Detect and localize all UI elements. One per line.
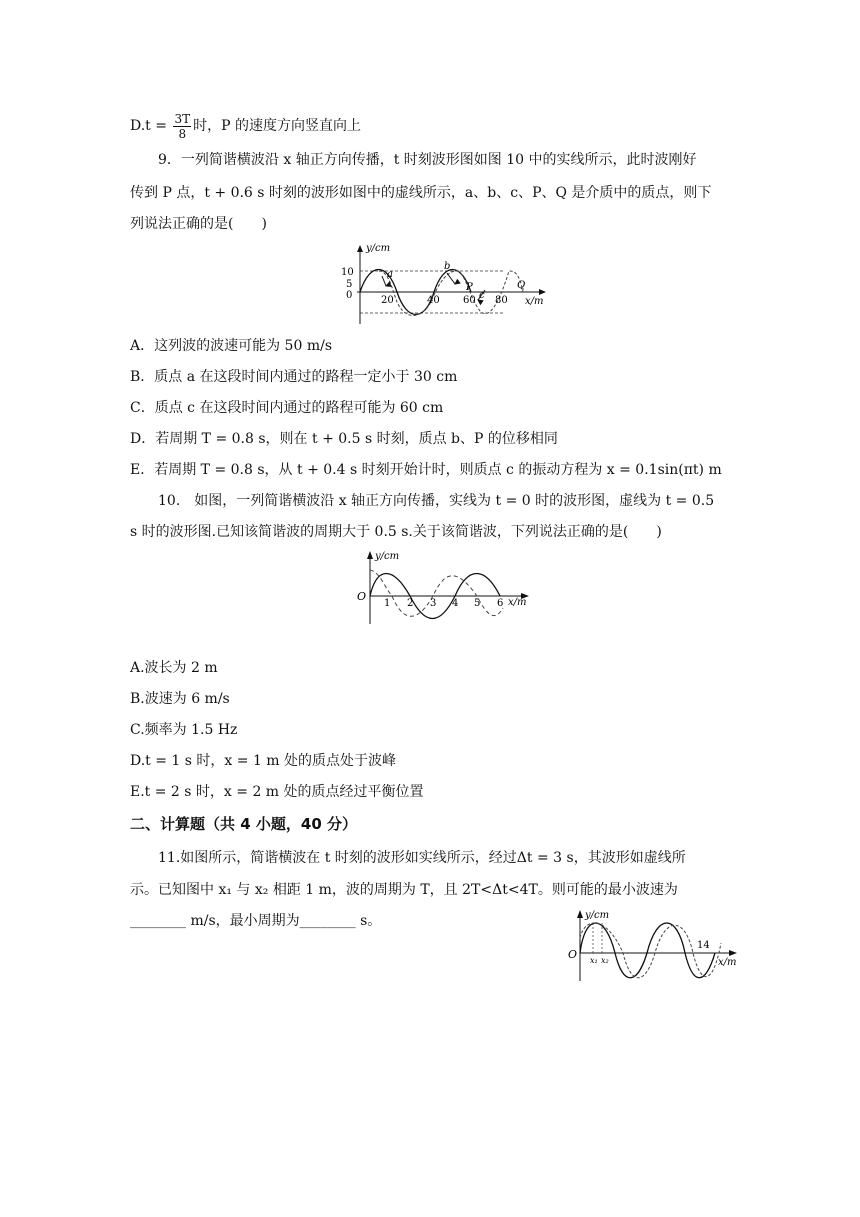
x-axis-arrow-icon: [539, 289, 546, 295]
q9-option-b: B．质点 a 在这段时间内通过的路程一定小于 30 cm: [130, 369, 458, 385]
x-tick-6: 6: [497, 598, 504, 609]
q9-option-e: E．若周期 T = 0.8 s，从 t + 0.4 s 时刻开始计时，则质点 c 的振动方程为 x = 0.1sin(πt) m: [130, 462, 722, 478]
y-tick-0: 0: [346, 290, 353, 301]
q9-option-a: A．这列波的波速可能为 50 m/s: [130, 338, 333, 354]
y-axis-label: y/cm: [585, 910, 610, 921]
tick-14: 14: [697, 940, 710, 951]
q9-option-d: D．若周期 T = 0.8 s，则在 t + 0.5 s 时刻，质点 b、P 的位移相同: [130, 431, 558, 447]
y-tick-5: 5: [346, 279, 353, 290]
q10-option-c: C.频率为 1.5 Hz: [130, 722, 238, 738]
y-axis-label: y/cm: [366, 243, 391, 254]
x-axis-label: x/m: [525, 296, 544, 307]
solid-wave: [580, 923, 715, 978]
q9-stem-line2: 传到 P 点，t + 0.6 s 时刻的波形如图中的虚线所示，a、b、c、P、Q 是介质中的质点，则下: [130, 185, 712, 201]
x-tick-80: 80: [495, 295, 508, 306]
q10-option-e: E.t = 2 s 时，x = 2 m 处的质点经过平衡位置: [130, 784, 424, 800]
q9-stem-line1: 9．一列简谐横波沿 x 轴正方向传播，t 时刻波形图如图 10 中的实线所示，此时波刚好: [158, 152, 697, 168]
x-tick-2: 2: [407, 598, 414, 609]
x-tick-60: 60: [463, 295, 476, 306]
x-tick-20: 20: [381, 295, 394, 306]
q8-option-d: D.t = $\frac{3T}{8}$ 时，P 的速度方向竖直向上: [130, 111, 361, 141]
q11-wave-figure: [565, 908, 745, 983]
origin-label: O: [357, 590, 367, 603]
dashed-wave: [370, 570, 503, 616]
q11-stem-line3: ________ m/s，最小周期为________ s。: [130, 913, 382, 929]
point-c-label: c: [479, 290, 485, 301]
y-axis-label: y/cm: [375, 551, 400, 562]
q9-option-c: C．质点 c 在这段时间内通过的路程可能为 60 cm: [130, 400, 444, 416]
x-axis-arrow-icon: [729, 950, 737, 956]
x-axis-label: x/m: [718, 957, 737, 968]
x-axis-label: x/m: [508, 597, 527, 608]
x-tick-40: 40: [427, 295, 440, 306]
q9-stem-line3: 列说法正确的是( ): [130, 216, 267, 232]
q11-stem-line2: 示。已知图中 x₁ 与 x₂ 相距 1 m，波的周期为 T，且 2T<Δt<4T。则可能的最小波速为: [130, 882, 678, 898]
point-b-label: b: [444, 261, 451, 272]
point-a-label: a: [387, 269, 393, 280]
origin-label: O: [568, 948, 578, 961]
point-p-label: P: [466, 282, 473, 293]
fraction: $\frac{3T}{8}$: [174, 111, 191, 141]
x2-label: x₂: [601, 956, 609, 965]
x-tick-4: 4: [452, 598, 459, 609]
q11-stem-line1: 11.如图所示，简谐横波在 t 时刻的波形如实线所示，经过Δt = 3 s，其波形如虚线所: [158, 850, 686, 866]
x-tick-5: 5: [474, 598, 481, 609]
y-axis-arrow-icon: [367, 551, 373, 559]
point-q-label: Q: [517, 280, 526, 291]
q10-stem-line1: 10. 如图，一列简谐横波沿 x 轴正方向传播，实线为 t = 0 时的波形图，虚线为 t = 0.5: [158, 493, 715, 509]
q10-option-a: A.波长为 2 m: [130, 660, 218, 676]
q10-wave-figure: [355, 548, 535, 626]
x-tick-1: 1: [384, 598, 391, 609]
section-heading: 二、计算题（共 4 小题，40 分）: [130, 815, 357, 833]
x1-label: x₁: [590, 956, 598, 965]
q10-stem-line2: s 时的波形图.已知该简谐波的周期大于 0.5 s.关于该简谐波，下列说法正确的是( ): [130, 524, 662, 540]
q9-wave-figure: [335, 242, 555, 327]
y-tick-10: 10: [341, 267, 354, 278]
q10-option-b: B.波速为 6 m/s: [130, 691, 230, 707]
y-axis-arrow-icon: [357, 245, 363, 252]
x-tick-3: 3: [430, 598, 437, 609]
y-axis-arrow-icon: [577, 910, 583, 918]
q10-option-d: D.t = 1 s 时，x = 1 m 处的质点处于波峰: [130, 753, 397, 769]
